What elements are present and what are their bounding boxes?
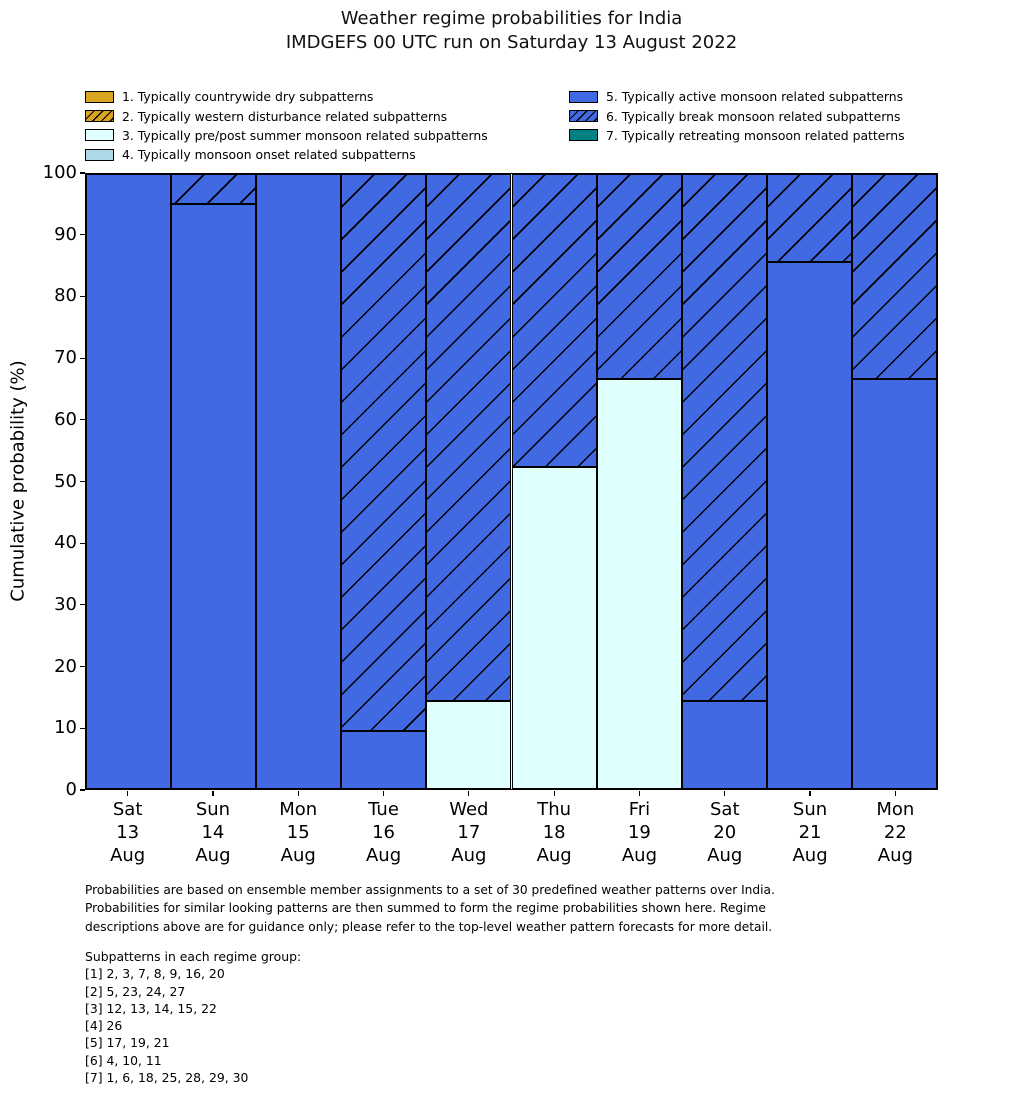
subpattern-line: [3] 12, 13, 14, 15, 22 [85,1000,217,1016]
y-tick-label: 0 [65,779,77,800]
x-tick-label-line: Aug [365,845,402,866]
x-tick-label-line: 13 [116,822,140,843]
bar-segment [597,379,682,789]
legend-column-left [85,87,488,165]
x-tick-mark [383,791,384,796]
x-tick-label-line: Aug [877,845,913,866]
subpatterns-list [85,948,301,1086]
y-tick-label: 20 [54,655,77,677]
x-tick-label-line: Aug [110,845,146,866]
subpattern-line: [4] 26 [85,1018,123,1034]
bar-segment [256,174,341,789]
y-axis-label: Cumulative probability (%) [7,360,29,602]
bar-segment [86,174,171,789]
legend-label: 2. Typically western disturbance related subpatterns [122,108,448,124]
x-tick-mark [724,791,725,796]
y-tick-label: 10 [54,717,77,739]
x-tick-label-line: Aug [621,845,658,866]
y-tick-label: 60 [54,408,77,430]
plot-area [85,173,938,790]
y-tick-label: 90 [54,223,77,245]
x-tick-mark [895,791,896,796]
legend-item [85,145,488,164]
bar-segment [767,262,852,789]
chart-title-block [85,7,938,55]
legend-item [85,126,488,145]
chart-title: Weather regime probabilities for India [340,8,683,29]
x-tick-label [594,798,684,867]
x-tick-label-line: 19 [627,822,651,843]
x-tick-label-line: Sun [195,799,231,820]
bar-segment [682,174,767,701]
bar-segment [341,174,426,731]
x-tick-label [253,798,343,867]
x-tick-label-line: 20 [713,822,737,843]
legend-label: 1. Typically countrywide dry subpatterns [122,89,374,105]
legend-label: 5. Typically active monsoon related subpatterns [606,89,904,105]
subpattern-line: [2] 5, 23, 24, 27 [85,983,186,999]
subpattern-line: [7] 1, 6, 18, 25, 28, 29, 30 [85,1070,249,1086]
legend-item [569,106,905,125]
x-tick-label-line: Aug [280,845,316,866]
legend-item [569,126,905,145]
y-tick-label: 30 [54,593,77,615]
x-tick-label-line: 22 [883,822,907,843]
bar-segment [682,701,767,789]
x-tick-label-line: Thu [537,799,572,820]
legend-label: 4. Typically monsoon onset related subpatterns [122,147,416,163]
bar-segment [171,204,256,789]
x-tick-label-line: Tue [368,799,399,820]
bar-segment [512,467,597,789]
legend-item [85,87,488,106]
x-tick-label-line: 18 [542,822,566,843]
legend-label: 7. Typically retreating monsoon related patterns [606,127,905,143]
x-tick-mark [127,791,128,796]
bar-segment [426,174,511,701]
x-tick-label [83,798,173,867]
y-tick-label: 50 [54,470,77,492]
color-swatch-icon [85,91,114,103]
subpattern-line: [6] 4, 10, 11 [85,1052,162,1068]
x-tick-label-line: Aug [707,845,743,866]
color-swatch-icon [85,129,114,141]
color-swatch-icon [85,149,114,161]
x-tick-label [168,798,258,867]
x-tick-label-line: 21 [798,822,822,843]
chart-subtitle: IMDGEFS 00 UTC run on Saturday 13 August 2022 [285,32,738,53]
x-tick-label-line: Sat [709,799,740,820]
bar-segment [171,174,256,204]
y-tick-label: 80 [54,285,77,307]
hatched-swatch-icon [85,110,114,122]
bar-segment [852,174,937,379]
legend-label: 3. Typically pre/post summer monsoon related subpatterns [122,127,488,143]
y-tick-label: 70 [54,347,77,369]
subpattern-line: [5] 17, 19, 21 [85,1035,170,1051]
x-tick-mark [639,791,640,796]
x-tick-label-line: Mon [876,799,915,820]
x-tick-label-line: 15 [286,822,310,843]
legend-item [569,87,905,106]
legend-label: 6. Typically break monsoon related subpatterns [606,108,901,124]
x-tick-mark [554,791,555,796]
x-tick-label-line: 14 [201,822,225,843]
y-tick-label: 100 [42,162,77,183]
subpatterns-heading: Subpatterns in each regime group: [85,949,302,964]
x-tick-label [424,798,514,867]
x-tick-label-line: Sat [112,799,143,820]
legend-column-right [569,87,905,145]
legend-item [85,106,488,125]
x-tick-label-line: 16 [372,822,395,843]
x-tick-label [339,798,429,867]
x-tick-mark [298,791,299,796]
x-tick-label [680,798,770,867]
x-tick-label [509,798,599,867]
hatched-swatch-icon [569,110,598,122]
subpattern-line: [1] 2, 3, 7, 8, 9, 16, 20 [85,966,225,982]
x-tick-label [850,798,940,867]
color-swatch-icon [569,91,598,103]
footer-line: Probabilities for similar looking patterns are then summed to form the regime probabilities shown here. Regime [85,901,766,916]
x-tick-mark [809,791,810,796]
bar-segment [852,379,937,789]
x-tick-label-line: Aug [195,845,231,866]
x-tick-label-line: Mon [279,799,318,820]
x-tick-label-line: Aug [792,845,828,866]
bar-segment [341,731,426,789]
x-tick-label-line: Wed [449,799,489,820]
bar-segment [597,174,682,379]
x-tick-label-line: Sun [792,799,828,820]
x-tick-mark [212,791,213,796]
bar-segment [512,174,597,467]
footer-line: Probabilities are based on ensemble member assignments to a set of 30 predefined weather patterns over India. [85,883,775,897]
footer-line: descriptions above are for guidance only; please refer to the top-level weather pattern forecasts for more detail. [85,919,773,934]
x-tick-label-line: Aug [451,845,487,866]
bar-segment [426,701,511,789]
footer-note [85,881,775,936]
x-tick-label-line: Aug [536,845,572,866]
x-tick-label-line: 17 [457,822,481,843]
y-tick-label: 40 [54,532,77,554]
x-tick-mark [468,791,469,796]
x-tick-label-line: Fri [628,799,651,820]
bar-segment [767,174,852,262]
x-tick-label [765,798,855,867]
color-swatch-icon [569,129,598,141]
